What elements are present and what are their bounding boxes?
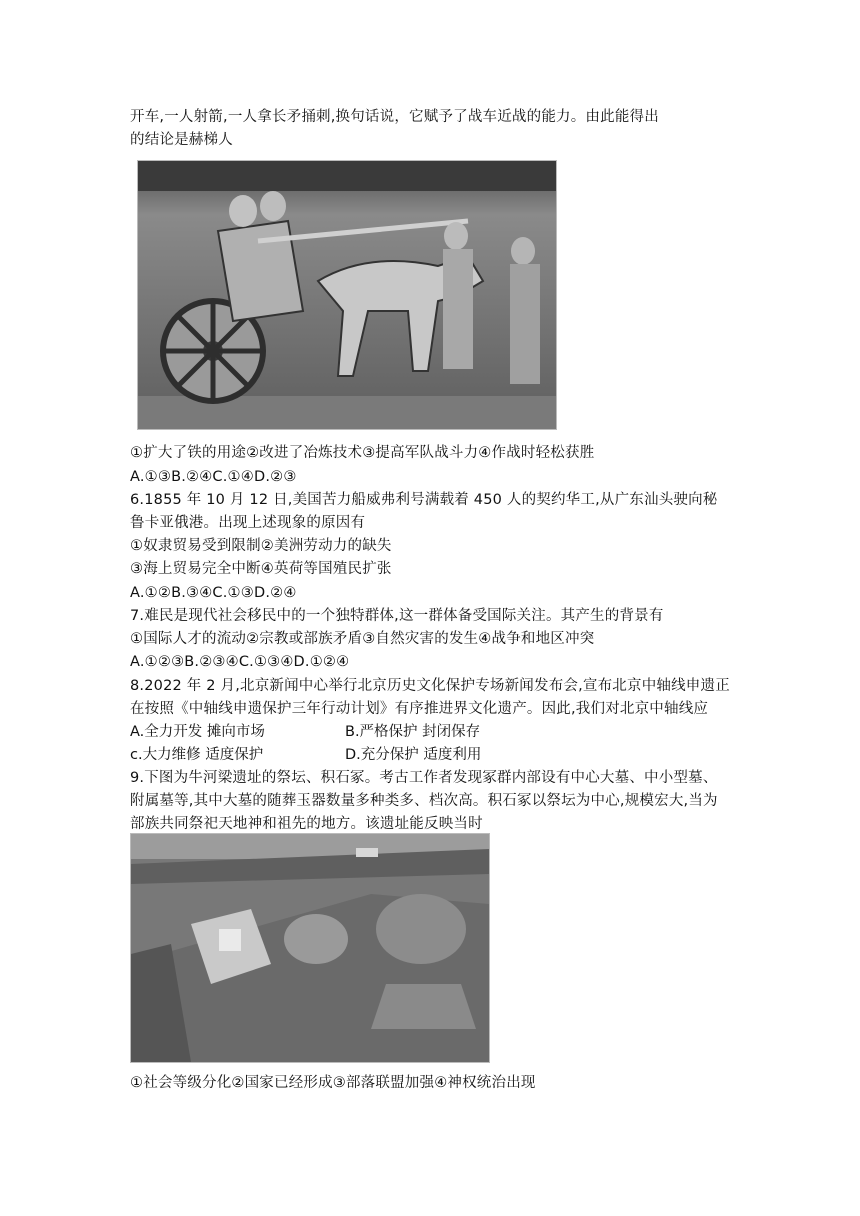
hittite-chariot-relief-image — [137, 160, 557, 430]
q9-stem-line3: 部族共同祭祀天地神和祖先的地方。该遗址能反映当时 — [130, 816, 483, 832]
q8-option-c: c.大力维修 适度保护 — [130, 747, 264, 763]
q8-stem-line2: 在按照《中轴线申遗保护三年行动计划》有序推进界文化遗产。因此,我们对北京中轴线应 — [130, 701, 709, 717]
q6-stem-line2: 鲁卡亚俄港。出现上述现象的原因有 — [130, 515, 366, 531]
q5-statements: ①扩大了铁的用途②改进了冶炼技术③提高军队战斗力④作战时轻松获胜 — [130, 445, 595, 461]
q7-statements: ①国际人才的流动②宗教或部族矛盾③自然灾害的发生④战争和地区冲突 — [130, 631, 595, 647]
q5-stem-line2: 的结论是赫梯人 — [130, 132, 233, 148]
q8-stem-line1: 8.2022 年 2 月,北京新闻中心举行北京历史文化保护专场新闻发布会,宣布北京中轴线申遗正 — [130, 678, 730, 694]
q6-stem-line1: 6.1855 年 10 月 12 日,美国苦力船威弗利号满载着 450 人的契约华工,从广东汕头驶向秘 — [130, 492, 718, 508]
q8-option-a: A.全力开发 摊向市场 — [130, 724, 265, 740]
q7-stem: 7.难民是现代社会移民中的一个独特群体,这一群体备受国际关注。其产生的背景有 — [130, 608, 664, 624]
q6-statements-line2: ③海上贸易完全中断④英荷等国殖民扩张 — [130, 561, 392, 577]
q7-options: A.①②③B.②③④C.①③④D.①②④ — [130, 654, 350, 670]
q8-option-b: B.严格保护 封闭保存 — [345, 724, 481, 740]
q9-stem-line1: 9.下图为牛河梁遗址的祭坛、积石冢。考古工作者发现冢群内部设有中心大墓、中小型墓、 — [130, 770, 718, 786]
q9-stem-line2: 附属墓等,其中大墓的随葬玉器数量多种类多、档次高。积石冢以祭坛为中心,规模宏大,当为 — [130, 793, 718, 809]
q6-statements-line1: ①奴隶贸易受到限制②美洲劳动力的缺失 — [130, 538, 392, 554]
niuheliang-site-photo — [130, 833, 490, 1063]
q8-option-d: D.充分保护 适度利用 — [345, 747, 482, 763]
q9-statements: ①社会等级分化②国家已经形成③部落联盟加强④神权统治出现 — [130, 1075, 536, 1091]
q5-options: A.①③B.②④C.①④D.②③ — [130, 469, 297, 485]
q6-options: A.①②B.③④C.①③D.②④ — [130, 585, 297, 601]
q5-stem-line1: 开车,一人射箭,一人拿长矛捅刺,换句话说，它赋予了战车近战的能力。由此能得出 — [130, 109, 659, 125]
